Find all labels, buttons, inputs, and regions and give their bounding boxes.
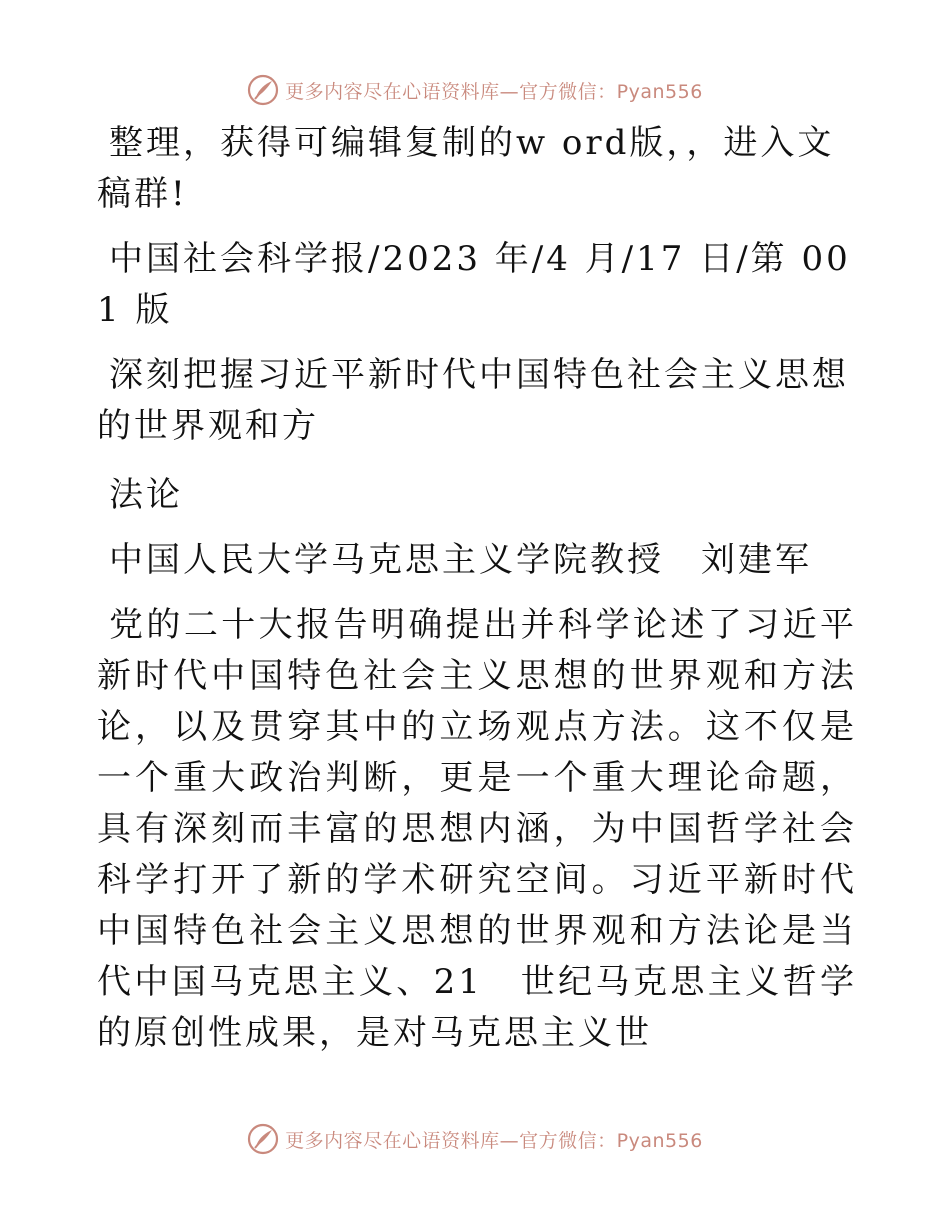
watermark-header	[0, 70, 950, 110]
article-title-continuation: 法论	[109, 475, 183, 515]
quill-logo-icon	[247, 74, 279, 106]
body-paragraph: 党的二十大报告明确提出并科学论述了习近平新时代中国特色社会主义思想的世界观和方法论，以及贯穿其中的立场观点方法。这不仅是一个重大政治判断，更是一个重大理论命题，具有深刻而丰富的思想内涵，为中国哲学社会科学打开了新的学术研究空间。习近平新时代中国特色社会主义思想的世界观和方法论是当代中国马克思主义、21 世纪马克思主义哲学的原创性成果，是对马克思主义世	[97, 605, 857, 1053]
watermark-footer	[0, 1119, 950, 1159]
document-body	[97, 118, 857, 1073]
watermark-text: 更多内容尽在心语资料库—官方微信：Pyan556	[285, 1129, 703, 1152]
author-line: 中国人民大学马克思主义学院教授 刘建军	[109, 540, 812, 580]
watermark-text: 更多内容尽在心语资料库—官方微信：Pyan556	[285, 80, 703, 103]
article-title: 深刻把握习近平新时代中国特色社会主义思想的世界观和方	[97, 355, 849, 446]
paragraph-notice: 整理，获得可编辑复制的w ord版，，进入文稿群!	[97, 123, 835, 214]
paragraph-source: 中国社会科学报/2023 年/4 月/17 日/第 001 版	[97, 239, 851, 330]
quill-logo-icon	[247, 1123, 279, 1155]
